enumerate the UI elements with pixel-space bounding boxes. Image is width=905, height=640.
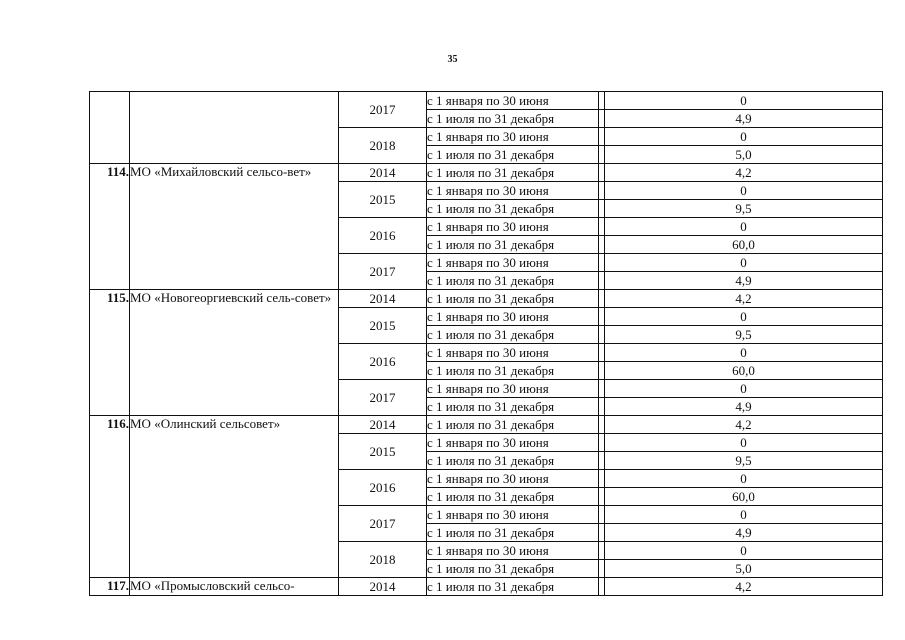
value-cell: 9,5 <box>605 452 883 470</box>
period-cell: с 1 января по 30 июня <box>427 380 599 398</box>
table-row <box>90 290 883 308</box>
period-cell: с 1 июля по 31 декабря <box>427 362 599 380</box>
entry-number: 115. <box>90 290 130 416</box>
value-cell: 60,0 <box>605 488 883 506</box>
year-cell: 2016 <box>339 218 427 254</box>
year-cell: 2015 <box>339 308 427 344</box>
period-cell: с 1 января по 30 июня <box>427 218 599 236</box>
year-cell: 2015 <box>339 434 427 470</box>
value-cell: 5,0 <box>605 560 883 578</box>
period-cell: с 1 июля по 31 декабря <box>427 200 599 218</box>
period-cell: с 1 июля по 31 декабря <box>427 236 599 254</box>
period-cell: с 1 января по 30 июня <box>427 182 599 200</box>
value-cell: 4,2 <box>605 290 883 308</box>
period-cell: с 1 июля по 31 декабря <box>427 326 599 344</box>
period-cell: с 1 июля по 31 декабря <box>427 488 599 506</box>
period-cell: с 1 июля по 31 декабря <box>427 524 599 542</box>
table-row <box>90 416 883 434</box>
value-cell: 5,0 <box>605 146 883 164</box>
period-cell: с 1 июля по 31 декабря <box>427 452 599 470</box>
year-cell: 2015 <box>339 182 427 218</box>
value-cell: 60,0 <box>605 362 883 380</box>
value-cell: 0 <box>605 254 883 272</box>
year-cell: 2018 <box>339 128 427 164</box>
year-cell: 2017 <box>339 380 427 416</box>
period-cell: с 1 января по 30 июня <box>427 434 599 452</box>
year-cell: 2014 <box>339 290 427 308</box>
entry-number: 117. <box>90 578 130 596</box>
value-cell: 9,5 <box>605 200 883 218</box>
table-row <box>90 164 883 182</box>
value-cell: 0 <box>605 542 883 560</box>
period-cell: с 1 июля по 31 декабря <box>427 290 599 308</box>
page-number: 35 <box>447 54 458 65</box>
period-cell: с 1 января по 30 июня <box>427 128 599 146</box>
value-cell: 9,5 <box>605 326 883 344</box>
table-row <box>90 578 883 596</box>
value-cell: 0 <box>605 434 883 452</box>
value-cell: 4,2 <box>605 164 883 182</box>
value-cell: 4,9 <box>605 272 883 290</box>
period-cell: с 1 июля по 31 декабря <box>427 416 599 434</box>
year-cell: 2014 <box>339 416 427 434</box>
value-cell: 60,0 <box>605 236 883 254</box>
period-cell: с 1 июля по 31 декабря <box>427 398 599 416</box>
period-cell: с 1 января по 30 июня <box>427 506 599 524</box>
period-cell: с 1 января по 30 июня <box>427 542 599 560</box>
value-cell: 4,9 <box>605 110 883 128</box>
municipality-name: МО «Новогеоргиевский сель-совет» <box>130 290 339 416</box>
municipality-name: МО «Олинский сельсовет» <box>130 416 339 578</box>
value-cell: 0 <box>605 128 883 146</box>
tariff-table <box>89 91 883 596</box>
year-cell: 2014 <box>339 164 427 182</box>
year-cell: 2017 <box>339 254 427 290</box>
value-cell: 4,9 <box>605 398 883 416</box>
period-cell: с 1 июля по 31 декабря <box>427 110 599 128</box>
entry-number: 114. <box>90 164 130 290</box>
value-cell: 0 <box>605 182 883 200</box>
period-cell: с 1 января по 30 июня <box>427 308 599 326</box>
value-cell: 0 <box>605 470 883 488</box>
value-cell: 0 <box>605 218 883 236</box>
period-cell: с 1 июля по 31 декабря <box>427 272 599 290</box>
year-cell: 2017 <box>339 506 427 542</box>
value-cell: 0 <box>605 380 883 398</box>
value-cell: 0 <box>605 92 883 110</box>
period-cell: с 1 июля по 31 декабря <box>427 560 599 578</box>
period-cell: с 1 июля по 31 декабря <box>427 146 599 164</box>
table-row <box>90 92 883 110</box>
value-cell: 0 <box>605 344 883 362</box>
municipality-name: МО «Промысловский сельсо- <box>130 578 339 596</box>
value-cell: 4,2 <box>605 578 883 596</box>
municipality-name <box>130 92 339 164</box>
year-cell: 2016 <box>339 344 427 380</box>
value-cell: 4,2 <box>605 416 883 434</box>
period-cell: с 1 июля по 31 декабря <box>427 164 599 182</box>
value-cell: 0 <box>605 308 883 326</box>
value-cell: 4,9 <box>605 524 883 542</box>
value-cell: 0 <box>605 506 883 524</box>
period-cell: с 1 января по 30 июня <box>427 470 599 488</box>
year-cell: 2018 <box>339 542 427 578</box>
period-cell: с 1 января по 30 июня <box>427 254 599 272</box>
year-cell: 2014 <box>339 578 427 596</box>
entry-number: 116. <box>90 416 130 578</box>
period-cell: с 1 января по 30 июня <box>427 344 599 362</box>
period-cell: с 1 июля по 31 декабря <box>427 578 599 596</box>
entry-number <box>90 92 130 164</box>
year-cell: 2016 <box>339 470 427 506</box>
year-cell: 2017 <box>339 92 427 128</box>
period-cell: с 1 января по 30 июня <box>427 92 599 110</box>
municipality-name: МО «Михайловский сельсо-вет» <box>130 164 339 290</box>
